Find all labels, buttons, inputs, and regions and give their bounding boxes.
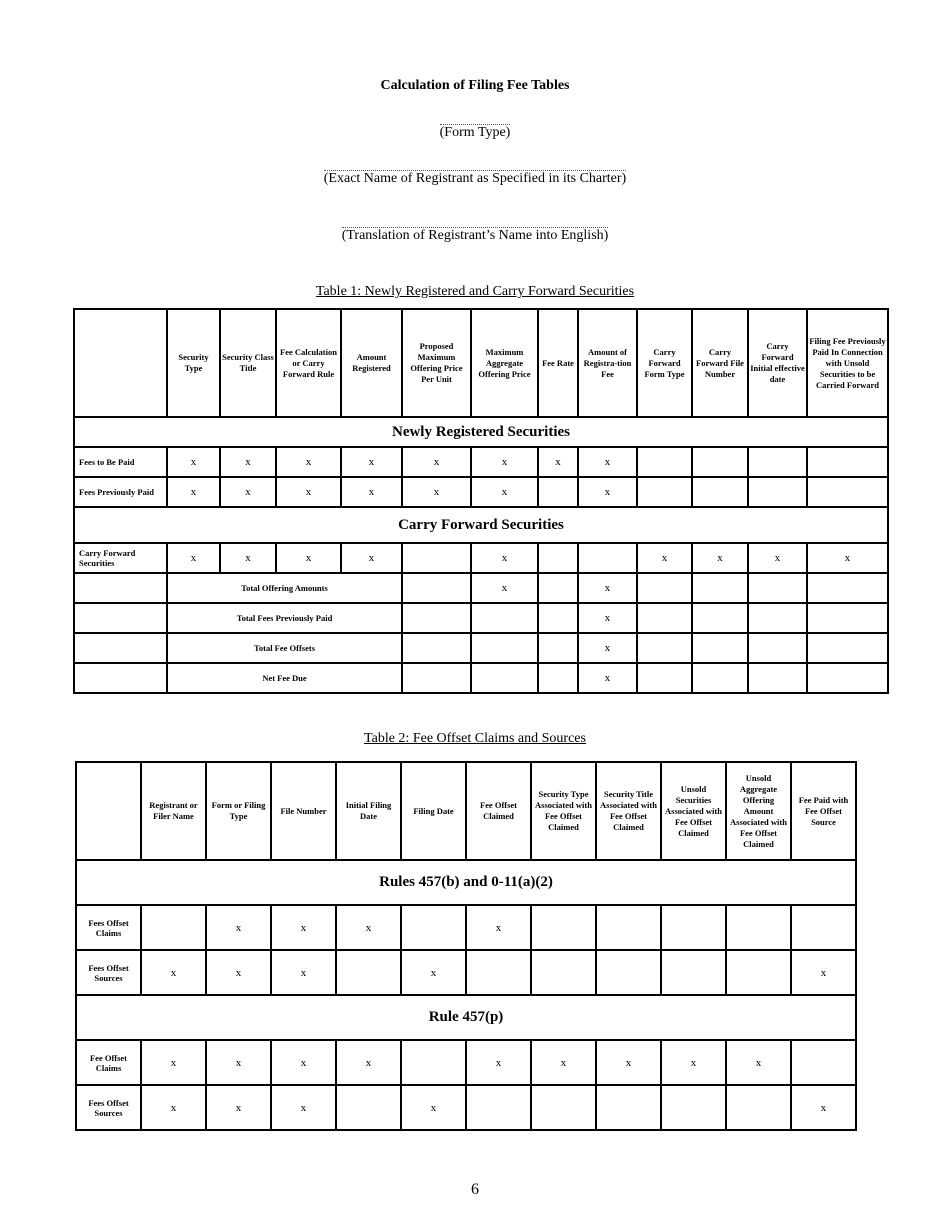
table2-header-cell: Registrant or Filer Name [141,762,206,860]
table2-header-row [76,762,856,860]
table-cell [402,543,471,573]
table2-header-cell: Fee Paid with Fee Offset Source [791,762,856,860]
table-cell: x [578,573,637,603]
table-cell [726,1085,791,1130]
table-cell: x [401,950,466,995]
total-label: Total Offering Amounts [167,573,402,603]
table-cell [401,1040,466,1085]
table2-header-cell: Fee Offset Claimed [466,762,531,860]
table-cell [692,603,748,633]
row-label: Carry Forward Securities [74,543,167,573]
table-cell [692,633,748,663]
table-cell: x [206,950,271,995]
table-cell [538,633,578,663]
row-label: Fees Offset Claims [76,905,141,950]
table-cell [748,633,807,663]
row-label: Fee Offset Claims [76,1040,141,1085]
table-cell [531,1085,596,1130]
table2-section-row [76,860,856,905]
registrant-name-label: (Exact Name of Registrant as Specified in its Charter) [323,171,627,186]
table2-header-cell: Security Title Associated with Fee Offset Claimed [596,762,661,860]
table-cell [596,950,661,995]
table-cell: x [206,1085,271,1130]
table-row [74,447,888,477]
table-cell [726,950,791,995]
table-cell [336,950,401,995]
table1-header-cell: Maximum Aggregate Offering Price [471,309,538,417]
table-cell [726,905,791,950]
table-cell [538,543,578,573]
table-cell [692,447,748,477]
table2-header-cell: Filing Date [401,762,466,860]
row-label: Fees Previously Paid [74,477,167,507]
table-cell: x [466,1040,531,1085]
table-cell: x [341,447,402,477]
table-row [76,1085,856,1130]
row-label: Fees to Be Paid [74,447,167,477]
section-heading-carry-forward: Carry Forward Securities [74,507,888,543]
table-cell [637,663,692,693]
table-cell [402,633,471,663]
table2-caption: Table 2: Fee Offset Claims and Sources [364,731,586,746]
table-cell [538,477,578,507]
table-cell: x [141,950,206,995]
table-cell: x [578,447,637,477]
table-cell: x [596,1040,661,1085]
table-cell: x [748,543,807,573]
form-type-line [0,125,950,141]
table-cell: x [807,543,888,573]
table-cell: x [271,1040,336,1085]
table1-header-row [74,309,888,417]
page-number: 6 [471,1181,479,1198]
table-cell: x [578,603,637,633]
table-cell: x [141,1040,206,1085]
table2-header-cell [76,762,141,860]
table-row [74,663,888,693]
table-cell [531,950,596,995]
table-cell: x [220,447,276,477]
section-heading-newly-registered: Newly Registered Securities [74,417,888,447]
form-type-label: (Form Type) [439,125,511,140]
table-cell [748,477,807,507]
table-cell: x [531,1040,596,1085]
table-cell [74,573,167,603]
table1-header-cell: Security Class Title [220,309,276,417]
table1-header-cell: Carry Forward File Number [692,309,748,417]
total-label: Net Fee Due [167,663,402,693]
table-cell: x [276,447,341,477]
table-cell [807,573,888,603]
table1-header-cell: Amount of Registra-tion Fee [578,309,637,417]
table-cell [401,905,466,950]
table-cell [471,663,538,693]
table-cell [538,663,578,693]
table2-header-cell: File Number [271,762,336,860]
table-cell [637,477,692,507]
table-cell: x [336,905,401,950]
table2-header-cell: Unsold Aggregate Offering Amount Associated with Fee Offset Claimed [726,762,791,860]
table-cell: x [220,477,276,507]
table2-header-cell: Initial Filing Date [336,762,401,860]
table-cell [807,603,888,633]
table-cell: x [220,543,276,573]
table-cell: x [271,1085,336,1130]
table1-section-row [74,507,888,543]
table-cell [471,633,538,663]
translation-line [0,228,950,244]
table-cell [637,603,692,633]
table2-fee-offset [75,761,857,1131]
section-heading-rules-457b: Rules 457(b) and 0-11(a)(2) [76,860,856,905]
table-cell: x [271,950,336,995]
table-cell [402,663,471,693]
table1-caption: Table 1: Newly Registered and Carry Forward Securities [315,284,635,299]
table-cell [748,447,807,477]
table-cell [748,573,807,603]
table-row [76,950,856,995]
table-cell [807,447,888,477]
table1-header-cell [74,309,167,417]
table-cell [807,477,888,507]
translation-label: (Translation of Registrant’s Name into English) [341,228,609,243]
table-cell [466,950,531,995]
table-cell: x [271,905,336,950]
table-cell: x [276,477,341,507]
table-cell: x [401,1085,466,1130]
table2-header-cell: Form or Filing Type [206,762,271,860]
table-cell: x [466,905,531,950]
table-cell [466,1085,531,1130]
table-cell [578,543,637,573]
table-cell [74,603,167,633]
section-heading-rule-457p: Rule 457(p) [76,995,856,1040]
total-label: Total Fees Previously Paid [167,603,402,633]
table1-header-cell: Fee Rate [538,309,578,417]
table-cell [596,1085,661,1130]
table-cell: x [206,905,271,950]
table-cell: x [206,1040,271,1085]
table-cell [637,447,692,477]
table1-header-cell: Carry Forward Initial effective date [748,309,807,417]
table-cell: x [726,1040,791,1085]
table-cell [661,1085,726,1130]
table-cell [661,905,726,950]
table-cell: x [167,543,220,573]
table-cell: x [538,447,578,477]
table-row [74,573,888,603]
table-row [76,905,856,950]
table-cell: x [341,477,402,507]
table2-header-cell: Security Type Associated with Fee Offset Claimed [531,762,596,860]
table-cell: x [578,477,637,507]
table-cell [402,573,471,603]
table-cell [637,633,692,663]
table-cell [141,905,206,950]
total-label: Total Fee Offsets [167,633,402,663]
table1-section-row [74,417,888,447]
table-cell [791,905,856,950]
row-label: Fees Offset Sources [76,950,141,995]
table-cell [692,573,748,603]
table-cell [807,663,888,693]
table1-header-cell: Filing Fee Previously Paid In Connection with Unsold Securities to be Carried Forward [807,309,888,417]
table-cell: x [637,543,692,573]
table-cell [637,573,692,603]
table-cell: x [692,543,748,573]
table-cell [748,603,807,633]
table-cell: x [471,543,538,573]
table-cell: x [471,477,538,507]
table1-header-cell: Amount Registered [341,309,402,417]
table-cell [471,603,538,633]
table-cell: x [402,477,471,507]
table-cell [74,663,167,693]
table-cell [336,1085,401,1130]
table-cell: x [471,573,538,603]
table-cell [402,603,471,633]
table-cell: x [471,447,538,477]
table-cell: x [167,477,220,507]
table1-header-cell: Security Type [167,309,220,417]
table-cell [74,633,167,663]
table-cell: x [578,633,637,663]
table-cell: x [167,447,220,477]
table-cell [661,950,726,995]
registrant-name-line [0,171,950,187]
table-row [74,543,888,573]
table-cell: x [341,543,402,573]
table-cell [538,603,578,633]
document-title: Calculation of Filing Fee Tables [380,78,570,93]
table-cell [748,663,807,693]
table-cell [807,633,888,663]
table-cell [692,477,748,507]
table-cell: x [141,1085,206,1130]
table-cell [596,905,661,950]
table-cell: x [276,543,341,573]
table-row [76,1040,856,1085]
row-label: Fees Offset Sources [76,1085,141,1130]
table-row [74,633,888,663]
table-cell: x [578,663,637,693]
table-cell [692,663,748,693]
table1-header-cell: Proposed Maximum Offering Price Per Unit [402,309,471,417]
table2-section-row [76,995,856,1040]
table-cell: x [661,1040,726,1085]
table-cell: x [402,447,471,477]
table-cell [791,1040,856,1085]
table-row [74,477,888,507]
table1-newly-registered [73,308,889,694]
table-cell [538,573,578,603]
table-cell: x [336,1040,401,1085]
table-cell: x [791,950,856,995]
table1-header-cell: Fee Calculation or Carry Forward Rule [276,309,341,417]
table2-header-cell: Unsold Securities Associated with Fee Offset Claimed [661,762,726,860]
table1-header-cell: Carry Forward Form Type [637,309,692,417]
table-cell [531,905,596,950]
table-row [74,603,888,633]
table-cell: x [791,1085,856,1130]
